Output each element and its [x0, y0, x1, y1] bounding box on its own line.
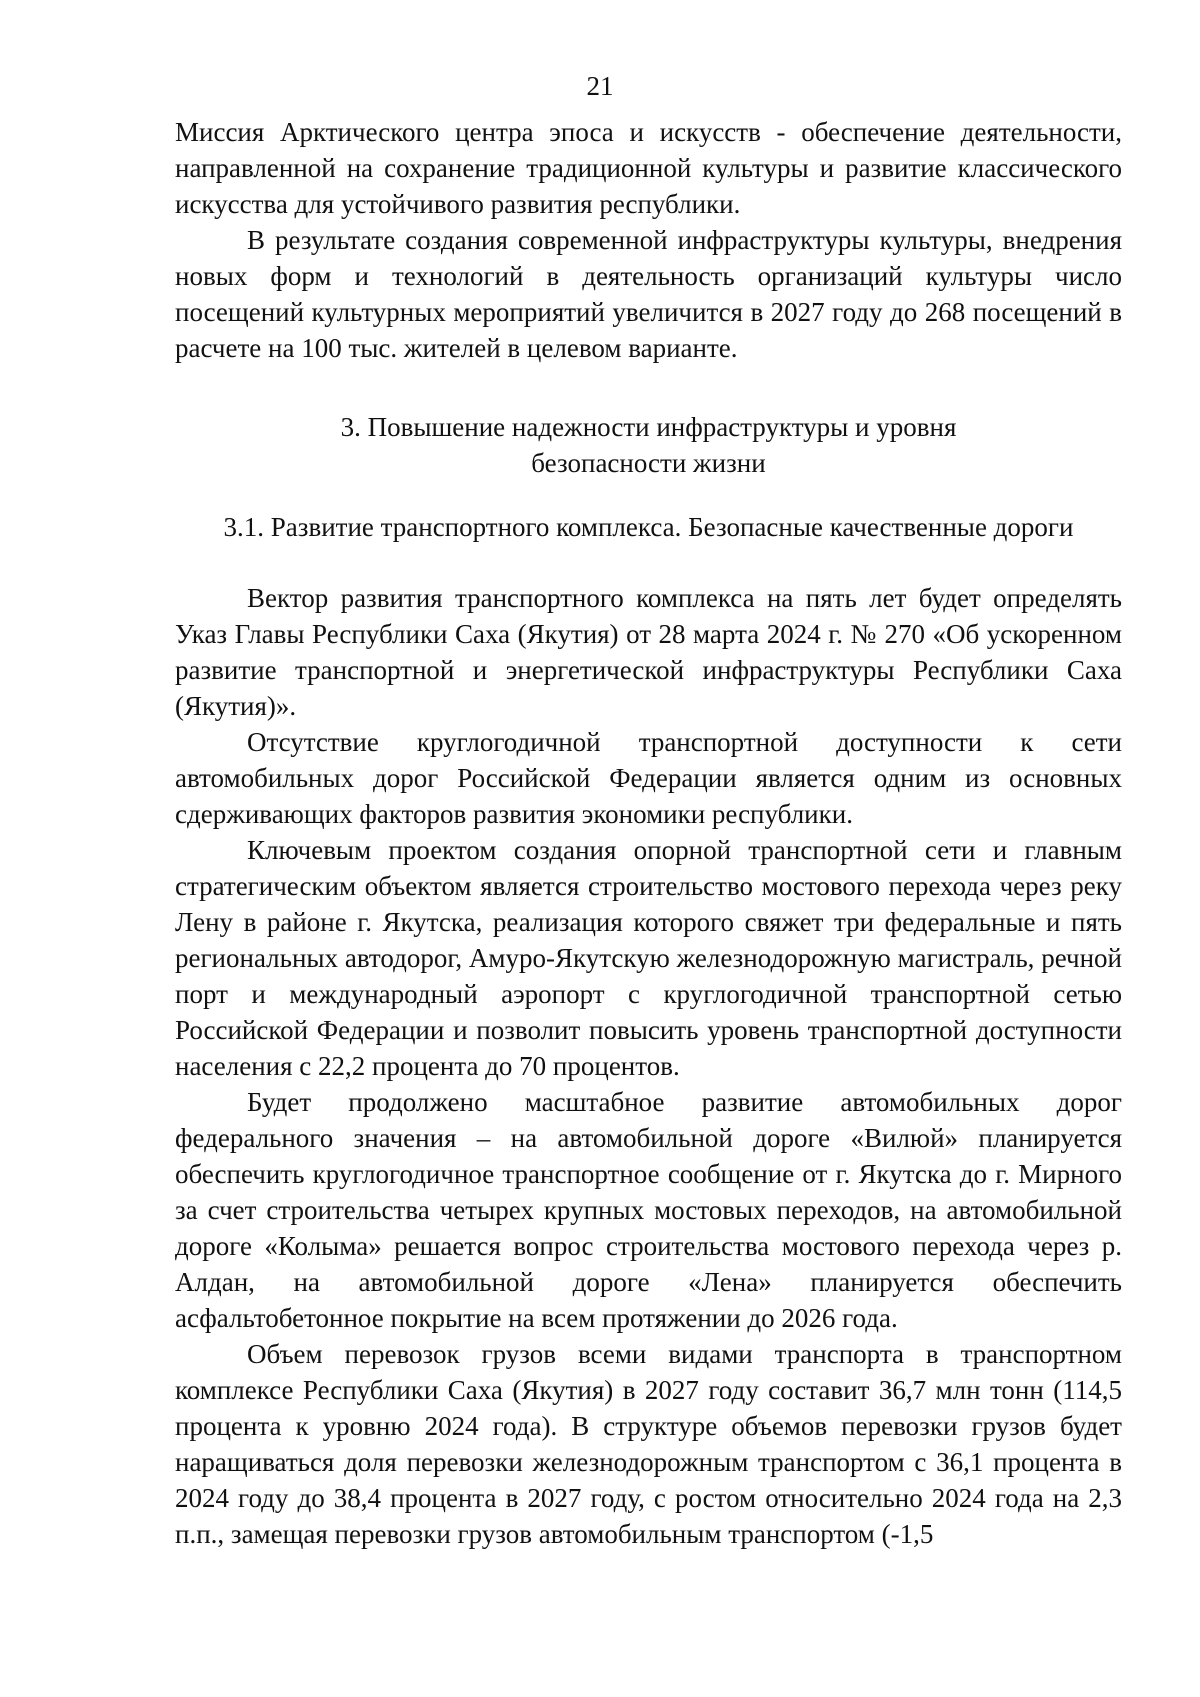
body-paragraph: Ключевым проектом создания опорной транспортной сети и главным стратегическим объектом является строительство мостового перехода через реку Лену в районе г. Якутска, реализация которого свяжет три федеральные и пять региональных автодорог, Амуро-Якутскую железнодорожную магистраль, речной порт и международный аэропорт с круглогодичной транспортной сетью Российской Федерации и позволит повысить уровень транспортной доступности населения с 22,2 процента до 70 процентов.	[175, 835, 1122, 1081]
culture-results-paragraph: В результате создания современной инфраструктуры культуры, внедрения новых форм и технологий в деятельность организаций культуры число посещений культурных мероприятий увеличится в 2027 году до 268 посещений в расчете на 100 тыс. жителей в целевом варианте.	[175, 225, 1122, 363]
body-paragraph: Объем перевозок грузов всеми видами транспорта в транспортном комплексе Республики Саха (Якутия) в 2027 году составит 36,7 млн тонн (114,5 процента к уровню 2024 года). В структуре объемов перевозки грузов будет наращиваться доля перевозки железнодорожным транспортом с 36,1 процента в 2024 году до 38,4 процента в 2027 году, с ростом относительно 2024 года на 2,3 п.п., замещая перевозки грузов автомобильным транспортом (-1,5	[175, 1339, 1122, 1549]
page-number: 21	[586, 71, 614, 101]
transport-section	[175, 580, 1122, 1552]
subsection-heading: 3.1. Развитие транспортного комплекса. Безопасные качественные дороги	[223, 512, 1074, 542]
intro-section	[175, 114, 1122, 366]
body-paragraph: Отсутствие круглогодичной транспортной доступности к сети автомобильных дорог Российской Федерации является одним из основных сдерживающих факторов развития экономики республики.	[175, 727, 1122, 829]
section-heading-line-1: 3. Повышение надежности инфраструктуры и уровня	[340, 412, 957, 442]
section-heading	[175, 409, 1122, 481]
body-paragraph: Будет продолжено масштабное развитие автомобильных дорог федерального значения – на автомобильной дороге «Вилюй» планируется обеспечить круглогодичное транспортное сообщение от г. Якутска до г. Мирного за счет строительства четырех крупных мостовых переходов, на автомобильной дороге «Колыма» решается вопрос строительства мостового перехода через р. Алдан, на автомобильной дороге «Лена» планируется обеспечить асфальтобетонное покрытие на всем протяжении до 2026 года.	[175, 1087, 1122, 1333]
section-heading-line-2: безопасности жизни	[531, 448, 766, 478]
mission-paragraph: Миссия Арктического центра эпоса и искусств - обеспечение деятельности, направленной на сохранение традиционной культуры и развитие классического искусства для устойчивого развития республики.	[175, 117, 1122, 219]
body-paragraph: Вектор развития транспортного комплекса на пять лет будет определять Указ Главы Республики Саха (Якутия) от 28 марта 2024 г. № 270 «Об ускоренном развитие транспортной и энергетической инфраструктуры Республики Саха (Якутия)».	[175, 583, 1122, 721]
